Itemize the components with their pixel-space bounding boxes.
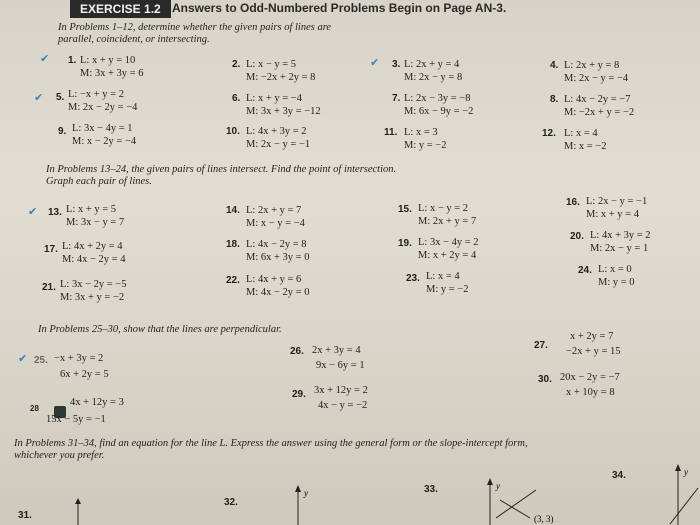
- line-m-equation: M: y = −2: [404, 140, 447, 151]
- problem-number: 24.: [578, 265, 592, 276]
- check-mark: ✔: [28, 206, 38, 218]
- section-2-instructions: In Problems 13–24, the given pairs of lines intersect. Find the point of intersection. Graph each pair of lines.: [46, 164, 397, 187]
- line-l-equation: L: x = 3: [404, 127, 438, 138]
- problem-number: 21.: [42, 282, 56, 293]
- line-l-equation: L: −x + y = 2: [68, 89, 124, 100]
- line-equation-2: −2x + y = 15: [566, 346, 621, 357]
- line-l-equation: L: 3x − 4y = 2: [418, 237, 479, 248]
- check-mark: ✔: [34, 92, 44, 104]
- line-m-equation: M: x + y = 4: [586, 209, 639, 220]
- line-m-equation: M: x − y = −4: [246, 218, 305, 229]
- line-m-equation: M: y = 0: [598, 277, 635, 288]
- problem-number: 8.: [550, 94, 559, 105]
- problem-number: 4.: [550, 60, 559, 71]
- line-m-equation: M: 2x − 2y = −4: [68, 102, 138, 113]
- line-equation-1: −x + 3y = 2: [54, 353, 104, 364]
- line-l-equation: L: x = 4: [564, 128, 598, 139]
- check-mark: ✔: [18, 353, 28, 365]
- graph-31: [60, 498, 100, 525]
- line-equation-1: 3x + 12y = 2: [314, 385, 368, 396]
- line-equation-2: x + 10y = 8: [566, 387, 615, 398]
- problem-number: 28: [30, 404, 39, 413]
- problem-number: 12.: [542, 128, 556, 139]
- problem-number: 34.: [612, 470, 626, 481]
- y-axis-label: y: [304, 488, 308, 498]
- line-equation-2: 15x − 5y = −1: [46, 414, 106, 425]
- section-1-instructions: In Problems 1–12, determine whether the given pairs of lines are parallel, coincident, or intersecting.: [58, 22, 332, 45]
- line-l-equation: L: x = 4: [426, 271, 460, 282]
- problem-number: 27.: [534, 340, 548, 351]
- line-l-equation: L: x = 0: [598, 264, 632, 275]
- problem-number: 19.: [398, 238, 412, 249]
- line-equation-2: 4x − y = −2: [318, 400, 368, 411]
- line-l-equation: L: 3x − 2y = −5: [60, 279, 127, 290]
- problem-number: 18.: [226, 239, 240, 250]
- line-m-equation: M: 6x − 9y = −2: [404, 106, 474, 117]
- problem-number: 32.: [224, 497, 238, 508]
- line-l-equation: L: 2x + y = 8: [564, 60, 620, 71]
- line-m-equation: M: −2x + 2y = 8: [246, 72, 316, 83]
- problem-number: 9.: [58, 126, 67, 137]
- line-m-equation: M: 4x − 2y = 4: [62, 254, 126, 265]
- problem-number: 33.: [424, 484, 438, 495]
- problem-number: 10.: [226, 126, 240, 137]
- answers-note: Answers to Odd-Numbered Problems Begin on Page AN-3.: [172, 1, 507, 15]
- graph-34: [664, 464, 700, 525]
- line-l-equation: L: 4x − 2y = 8: [246, 239, 307, 250]
- line-equation-1: x + 2y = 7: [570, 331, 614, 342]
- line-m-equation: M: 2x + y = 7: [418, 216, 477, 227]
- problem-number: 17.: [44, 244, 58, 255]
- line-l-equation: L: x + y = −4: [246, 93, 302, 104]
- line-m-equation: M: 2x − y = −1: [246, 139, 311, 150]
- line-m-equation: M: 4x − 2y = 0: [246, 287, 310, 298]
- graph-33: [476, 478, 586, 525]
- line-l-equation: L: 4x + 2y = 4: [62, 241, 123, 252]
- line-m-equation: M: x − 2y = −4: [72, 136, 137, 147]
- problem-number: 23.: [406, 273, 420, 284]
- line-l-equation: L: x + y = 10: [80, 55, 136, 66]
- line-m-equation: M: 3x − y = 7: [66, 217, 125, 228]
- check-mark: ✔: [370, 57, 380, 69]
- line-m-equation: M: 2x − y = −4: [564, 73, 629, 84]
- line-m-equation: M: x + 2y = 4: [418, 250, 477, 261]
- line-l-equation: L: 2x − y = −1: [586, 196, 648, 207]
- line-m-equation: M: 2x − y = 1: [590, 243, 649, 254]
- line-m-equation: M: x = −2: [564, 141, 607, 152]
- line-l-equation: L: x + y = 5: [66, 204, 117, 215]
- problem-number: 7.: [392, 93, 401, 104]
- problem-number: 30.: [538, 374, 552, 385]
- problem-number: 26.: [290, 346, 304, 357]
- problem-number: 5.: [56, 92, 65, 103]
- point-label: (3, 3): [534, 514, 554, 524]
- graph-32: [282, 485, 322, 525]
- line-l-equation: L: 3x − 4y = 1: [72, 123, 133, 134]
- problem-number: 6.: [232, 93, 241, 104]
- line-equation-1: 2x + 3y = 4: [312, 345, 361, 356]
- line-m-equation: M: −2x + y = −2: [564, 107, 635, 118]
- problem-number: 31.: [18, 510, 32, 521]
- line-l-equation: L: 4x + 3y = 2: [246, 126, 307, 137]
- problem-number: 13.: [48, 207, 62, 218]
- line-equation-2: 6x + 2y = 5: [60, 369, 109, 380]
- problem-number: 16.: [566, 197, 580, 208]
- problem-number: 22.: [226, 275, 240, 286]
- line-l-equation: L: 4x + 3y = 2: [590, 230, 651, 241]
- problem-number: 11.: [384, 127, 398, 138]
- exercise-label: EXERCISE 1.2: [70, 0, 171, 18]
- y-axis-label: y: [496, 481, 500, 491]
- line-m-equation: M: 3x + y = −2: [60, 292, 125, 303]
- line-equation-1: 4x + 12y = 3: [70, 397, 124, 408]
- line-m-equation: M: 3x + 3y = 6: [80, 68, 144, 79]
- line-equation-1: 20x − 2y = −7: [560, 372, 620, 383]
- line-l-equation: L: 4x + y = 6: [246, 274, 302, 285]
- line-l-equation: L: 4x − 2y = −7: [564, 94, 631, 105]
- problem-number: 20.: [570, 231, 584, 242]
- problem-number: 29.: [292, 389, 306, 400]
- problem-number: 15.: [398, 204, 412, 215]
- section-3-instructions: In Problems 25–30, show that the lines are perpendicular.: [38, 324, 282, 335]
- line-m-equation: M: y = −2: [426, 284, 469, 295]
- line-l-equation: L: x − y = 5: [246, 59, 297, 70]
- line-equation-2: 9x − 6y = 1: [316, 360, 365, 371]
- problem-number: 14.: [226, 205, 240, 216]
- line-m-equation: M: 3x + 3y = −12: [246, 106, 321, 117]
- y-axis-label: y: [684, 467, 688, 477]
- line-l-equation: L: 2x + y = 4: [404, 59, 460, 70]
- section-4-instructions: In Problems 31–34, find an equation for the line L. Express the answer using the general form or the slope-intercept form, whichever you prefer.: [14, 438, 528, 461]
- line-l-equation: L: 2x − 3y = −8: [404, 93, 471, 104]
- problem-number: 1.: [68, 55, 77, 66]
- line-l-equation: L: x − y = 2: [418, 203, 469, 214]
- problem-number: 2.: [232, 59, 241, 70]
- line-l-equation: L: 2x + y = 7: [246, 205, 302, 216]
- problem-number: 25.: [34, 355, 48, 366]
- line-m-equation: M: 6x + 3y = 0: [246, 252, 310, 263]
- check-mark: ✔: [40, 53, 50, 65]
- line-m-equation: M: 2x − y = 8: [404, 72, 463, 83]
- problem-number: 3.: [392, 59, 401, 70]
